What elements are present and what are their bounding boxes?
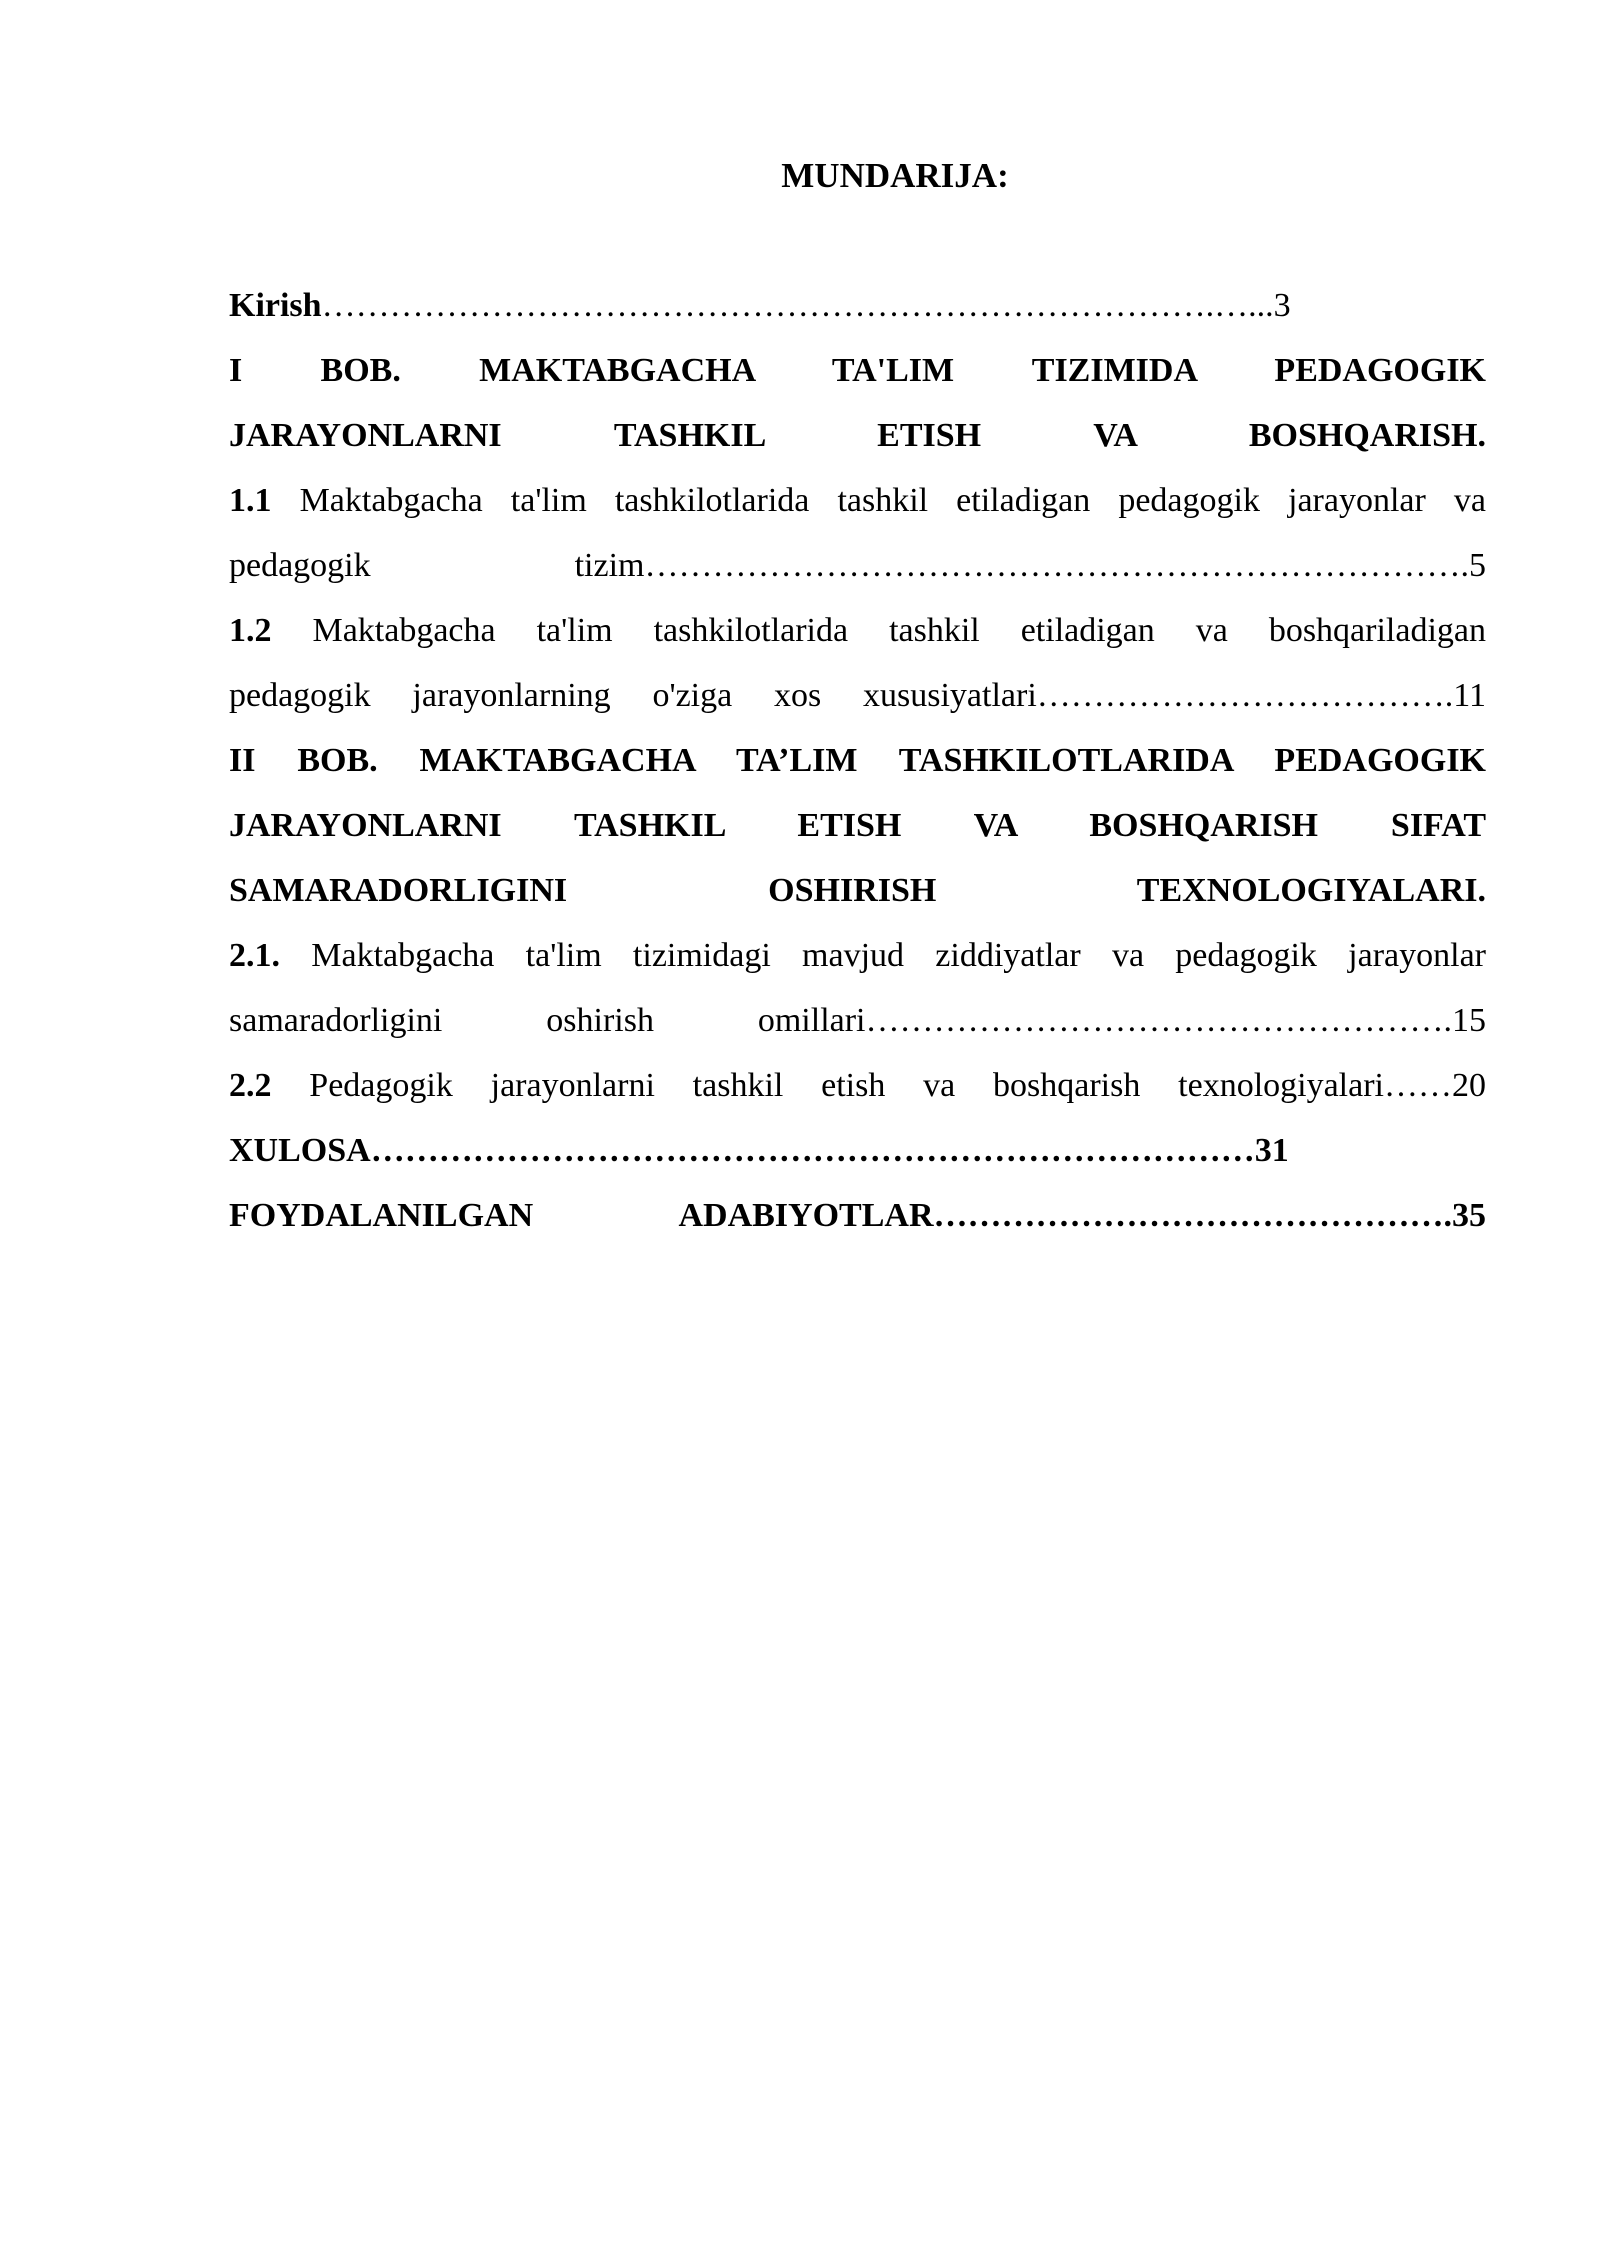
- toc-entry-xulosa: XULOSA……………………………………………………………………31: [229, 1132, 1289, 1169]
- toc-chapter-2-line-1: II BOB. MAKTABGACHA TA’LIM TASHKILOTLARIDA PEDAGOGIK: [229, 742, 1486, 779]
- section-title: Maktabgacha ta'lim tashkilotlarida tashkil etiladigan va boshqariladigan: [271, 612, 1486, 649]
- section-number: 2.1.: [229, 937, 280, 974]
- toc-entry-kirish-label: Kirish: [229, 287, 322, 324]
- section-number: 2.2: [229, 1067, 272, 1104]
- toc-section-2-2: [229, 1062, 1486, 1127]
- toc-section-1-1-line-1: [229, 477, 1486, 542]
- toc-entry-kirish-dots-page: …………………………………………………………………….…...3: [321, 287, 1291, 324]
- toc-section-1-2-line-2: pedagogik jarayonlarning o'ziga xos xususiyatlari……………………………….11: [229, 677, 1486, 714]
- page-title: MUNDARIJA:: [781, 156, 1009, 195]
- toc-entry-kirish: [229, 282, 1486, 347]
- toc-section-1-2-line-1: [229, 607, 1486, 672]
- section-number: 1.1: [229, 482, 272, 519]
- toc-section-1-1-line-2: pedagogik tizim……………………………………………………………….5: [229, 547, 1486, 584]
- section-title: Pedagogik jarayonlarni tashkil etish va boshqarish texnologiyalari……20: [271, 1067, 1486, 1104]
- toc-chapter-2-line-2: JARAYONLARNI TASHKIL ETISH VA BOSHQARISH SIFAT: [229, 807, 1486, 844]
- toc-chapter-2-line-3: SAMARADORLIGINI OSHIRISH TEXNOLOGIYALARI.: [229, 872, 1486, 909]
- toc-chapter-1-line-1: I BOB. MAKTABGACHA TA'LIM TIZIMIDA PEDAGOGIK: [229, 352, 1486, 389]
- toc-section-2-1-line-2: samaradorligini oshirish omillari…………………………………………….15: [229, 1002, 1486, 1039]
- section-number: 1.2: [229, 612, 272, 649]
- section-title: Maktabgacha ta'lim tizimidagi mavjud ziddiyatlar va pedagogik jarayonlar: [280, 937, 1486, 974]
- toc-entry-references: FOYDALANILGAN ADABIYOTLAR……………………………………….35: [229, 1197, 1486, 1234]
- section-title: Maktabgacha ta'lim tashkilotlarida tashkil etiladigan pedagogik jarayonlar va: [271, 482, 1486, 519]
- toc-section-2-1-line-1: [229, 932, 1486, 997]
- toc-chapter-1-line-2: JARAYONLARNI TASHKIL ETISH VA BOSHQARISH.: [229, 417, 1486, 454]
- table-of-contents: [229, 282, 1486, 1257]
